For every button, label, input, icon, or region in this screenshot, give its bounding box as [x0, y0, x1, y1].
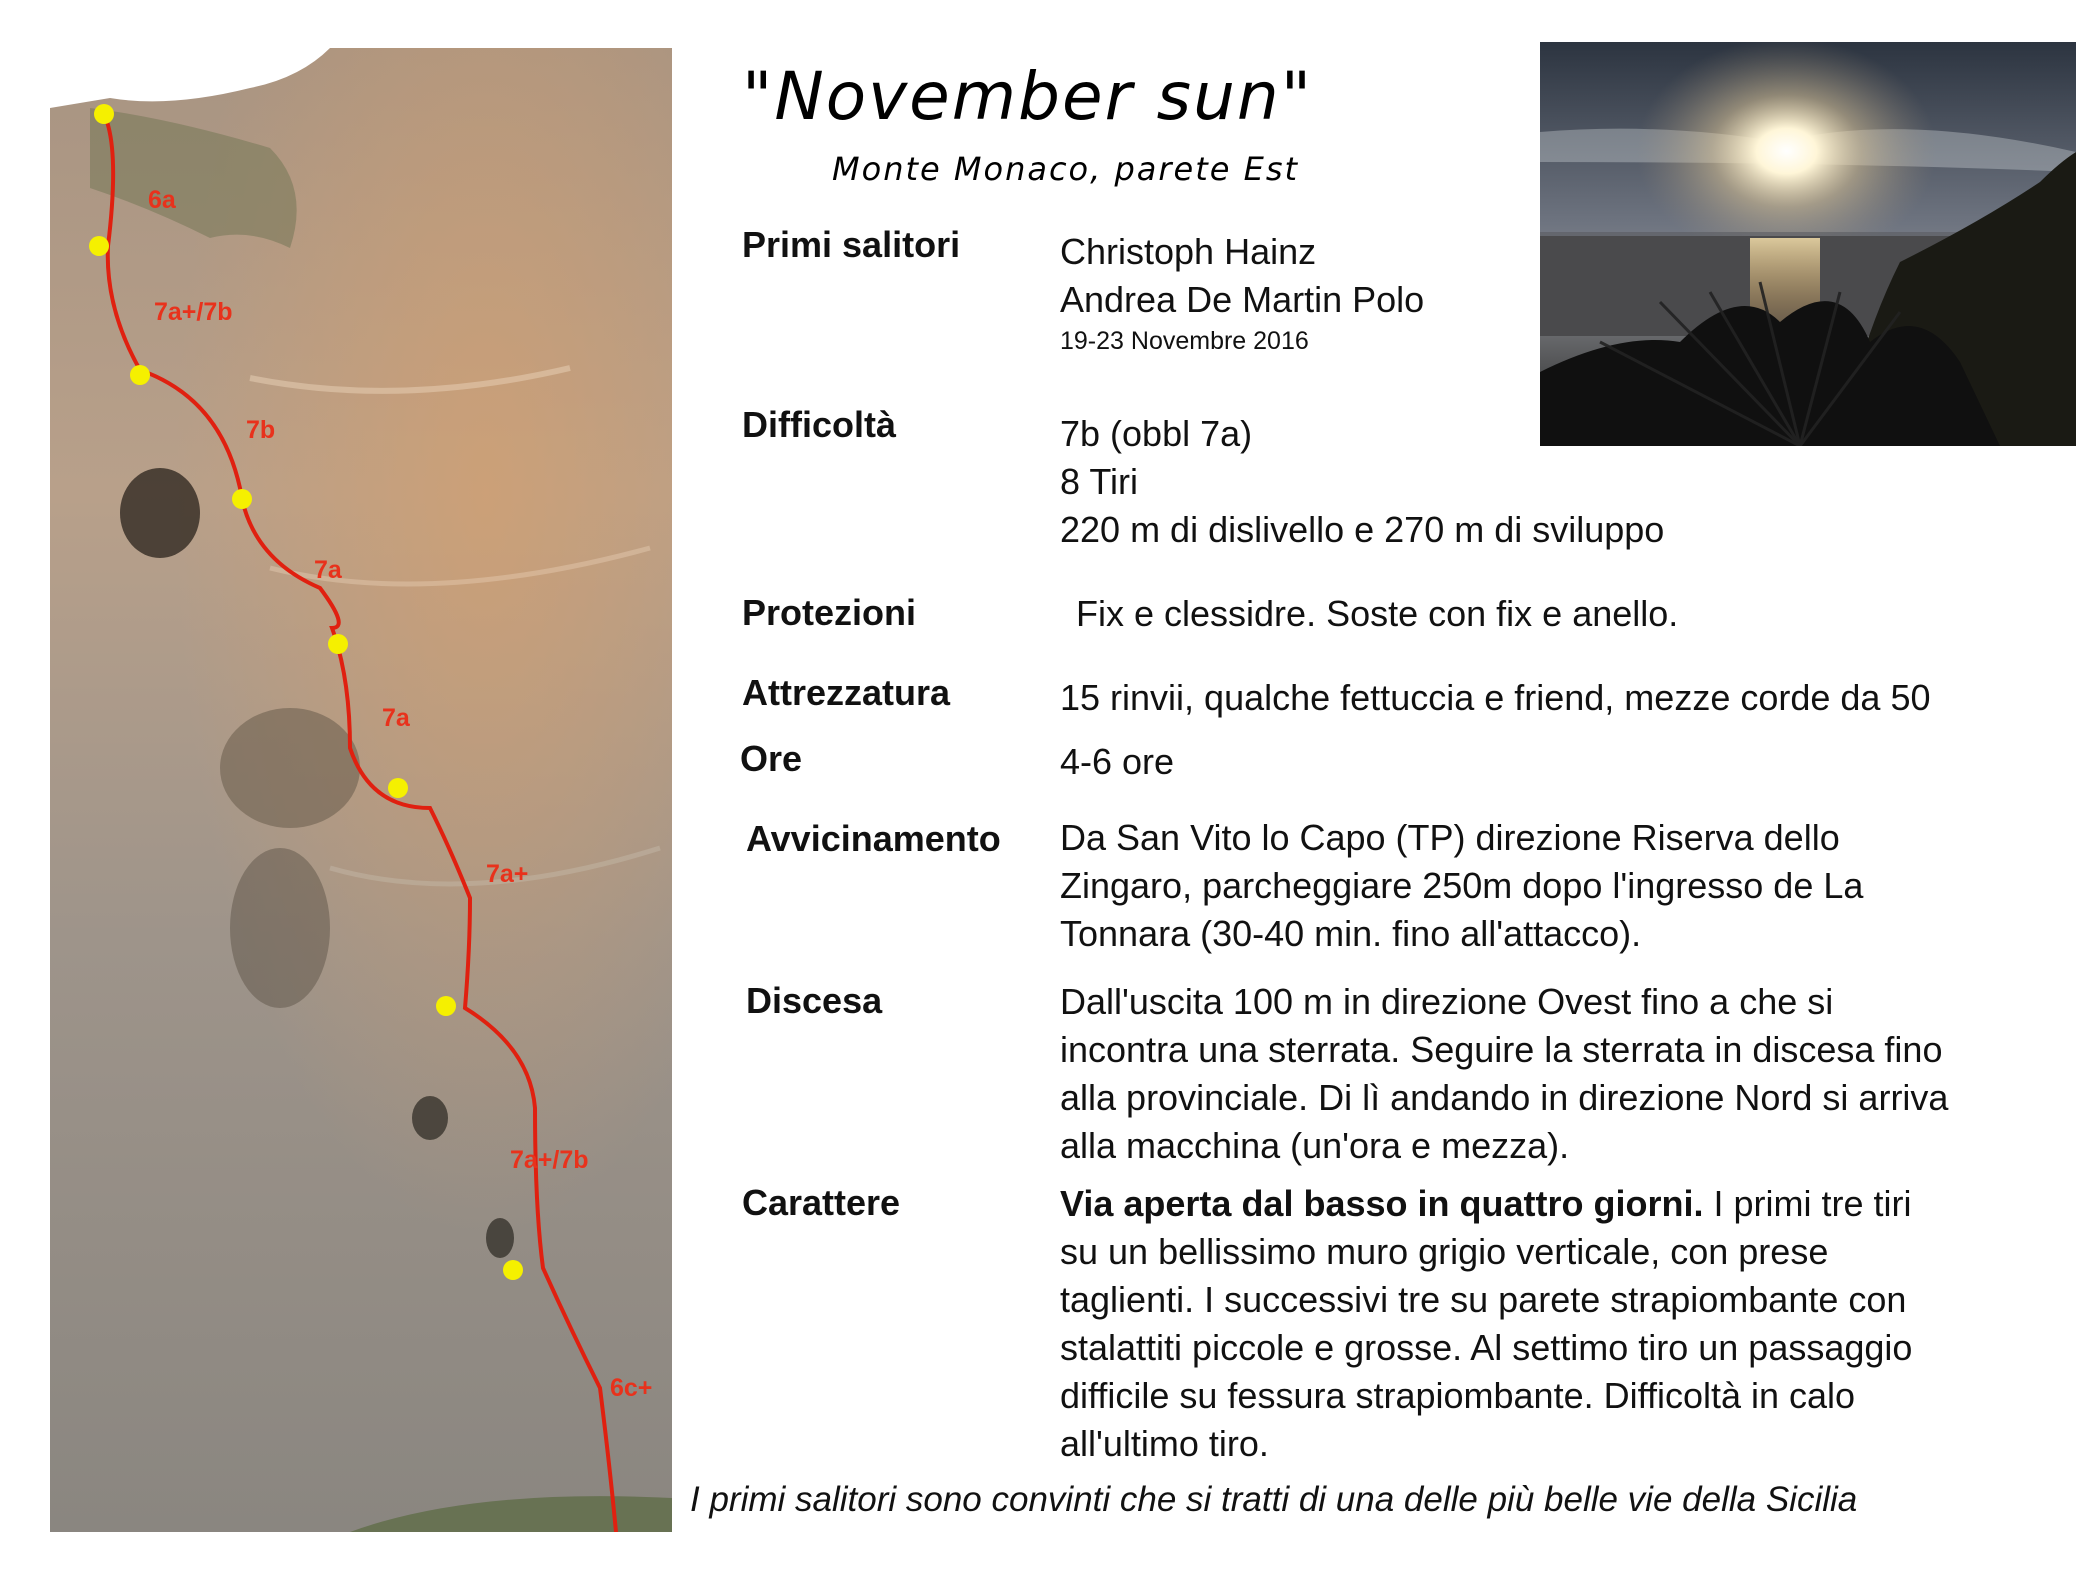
character-line-6: all'ultimo tiro.: [1060, 1423, 1269, 1464]
pitch-grade-7: 7a+/7b: [510, 1146, 589, 1174]
pitch-grade-1: 6a: [148, 186, 176, 214]
cliff-photo: [50, 48, 672, 1532]
belay-point: [328, 634, 348, 654]
character-line-1: [1060, 1180, 1911, 1228]
difficulty-length: 220 m di dislivello e 270 m di sviluppo: [1060, 509, 1665, 550]
pitch-grade-2: 7a+/7b: [154, 298, 233, 326]
character-bold-lead: Via aperta dal basso in quattro giorni.: [1060, 1183, 1704, 1224]
hours-value: 4-6 ore: [1060, 741, 1175, 782]
sunset-photo: [1540, 42, 2076, 446]
equipment-value: 15 rinvii, qualche fettuccia e friend, mezze corde da 50: [1060, 677, 1931, 718]
route-title: "November sun": [742, 58, 1314, 135]
belay-point: [232, 489, 252, 509]
belay-point: [436, 996, 456, 1016]
character-line-5: difficile su fessura strapiombante. Difficoltà in calo: [1060, 1375, 1856, 1416]
protection-label: Protezioni: [742, 592, 917, 633]
difficulty-label: Difficoltà: [742, 404, 897, 445]
descent-line-2: incontra una sterrata. Seguire la sterrata in discesa fino: [1060, 1029, 1943, 1070]
pitch-grade-8: 6c+: [610, 1374, 653, 1402]
belay-point: [503, 1260, 523, 1280]
approach-line-1: Da San Vito lo Capo (TP) direzione Riserva dello: [1060, 817, 1840, 858]
character-label: Carattere: [742, 1182, 901, 1223]
first-ascent-climber-1: Christoph Hainz: [1060, 231, 1317, 272]
character-line-3: taglienti. I successivi tre su parete strapiombante con: [1060, 1279, 1907, 1320]
first-ascent-label: Primi salitori: [742, 224, 961, 265]
descent-line-1: Dall'uscita 100 m in direzione Ovest fino a che si: [1060, 981, 1834, 1022]
first-ascent-date: 19-23 Novembre 2016: [1060, 327, 1309, 355]
belay-point: [89, 236, 109, 256]
first-ascent-climber-2: Andrea De Martin Polo: [1060, 279, 1425, 320]
belay-point: [130, 365, 150, 385]
equipment-label: Attrezzatura: [742, 672, 951, 713]
belay-point: [94, 104, 114, 124]
sunset-image: [1540, 42, 2076, 446]
hours-label: Ore: [740, 738, 803, 779]
pitch-grade-3: 7b: [246, 416, 276, 444]
approach-line-2: Zingaro, parcheggiare 250m dopo l'ingresso de La: [1060, 865, 1864, 906]
pitch-grade-4: 7a: [314, 556, 342, 584]
character-line-1-rest: I primi tre tiri: [1703, 1183, 1912, 1224]
descent-label: Discesa: [746, 980, 883, 1021]
approach-label: Avvicinamento: [746, 818, 1001, 859]
approach-line-3: Tonnara (30-40 min. fino all'attacco).: [1060, 913, 1642, 954]
belay-point: [388, 778, 408, 798]
protection-value: Fix e clessidre. Soste con fix e anello.: [1076, 593, 1679, 634]
descent-line-4: alla macchina (un'ora e mezza).: [1060, 1125, 1570, 1166]
character-line-4: stalattiti piccole e grosse. Al settimo tiro un passaggio: [1060, 1327, 1913, 1368]
descent-line-3: alla provinciale. Di lì andando in direzione Nord si arriva: [1060, 1077, 1949, 1118]
pitch-grade-6: 7a+: [486, 860, 529, 888]
footer-note: I primi salitori sono convinti che si tratti di una delle più belle vie della Sicilia: [690, 1480, 1858, 1519]
route-subtitle: Monte Monaco, parete Est: [832, 150, 1300, 188]
character-line-2: su un bellissimo muro grigio verticale, con prese: [1060, 1231, 1829, 1272]
route-topo-photo: [50, 48, 672, 1532]
difficulty-pitches: 8 Tiri: [1060, 461, 1139, 502]
pitch-grade-5: 7a: [382, 704, 410, 732]
difficulty-grade: 7b (obbl 7a): [1060, 413, 1253, 454]
